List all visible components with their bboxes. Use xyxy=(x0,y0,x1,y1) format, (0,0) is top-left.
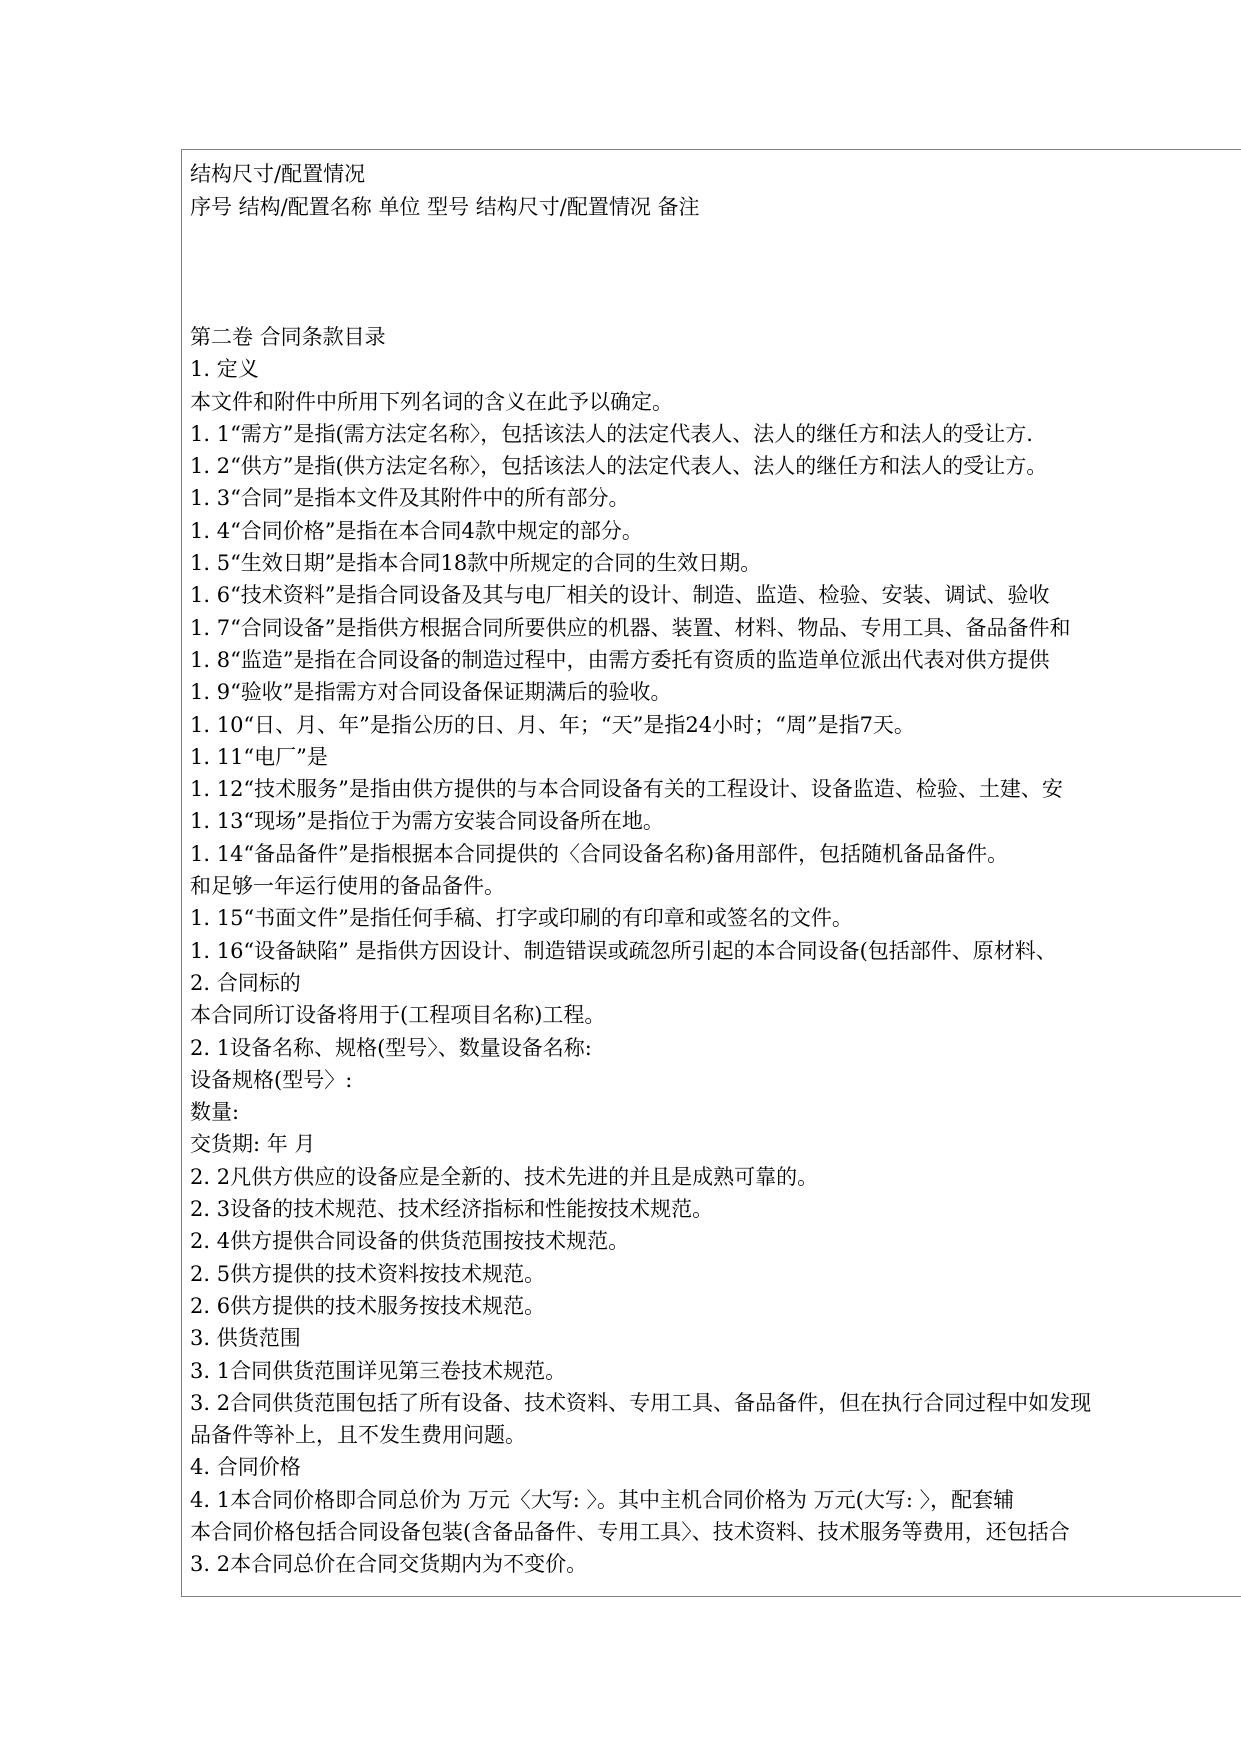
clause-line: 第二卷 合同条款目录 xyxy=(190,325,386,349)
clause-line: 1. 1“需方”是指(需方法定名称〉，包括该法人的法定代表人、法人的继任方和法人的受让方. xyxy=(190,421,1033,446)
clause-line: 1. 13“现场”是指位于为需方安装合同设备所在地。 xyxy=(190,809,664,834)
clause-line: 本合同价格包括合同设备包装(含备品备件、专用工具〉、技术资料、技术服务等费用，还包括合 xyxy=(190,1519,1070,1544)
clause-line: 3. 供货范围 xyxy=(190,1326,301,1351)
clause-line: 和足够一年运行使用的备品备件。 xyxy=(190,874,505,899)
clause-line: 1. 15“书面文件”是指任何手稿、打字或印刷的有印章和或签名的文件。 xyxy=(190,906,853,931)
clause-line: 交货期: 年 月 xyxy=(190,1132,316,1157)
clause-line: 4. 合同价格 xyxy=(190,1455,301,1480)
contract-clauses xyxy=(190,321,1091,1581)
clause-line: 3. 2合同供货范围包括了所有设备、技术资料、专用工具、备品备件，但在执行合同过程中如发现 xyxy=(190,1390,1092,1415)
document-content xyxy=(190,158,1091,1581)
clause-line: 2. 1设备名称、规格(型号〉、数量设备名称: xyxy=(190,1035,592,1060)
clause-line: 品备件等补上，且不发生费用问题。 xyxy=(190,1423,526,1448)
clause-line: 2. 4供方提供合同设备的供货范围按技术规范。 xyxy=(190,1229,630,1254)
clause-line: 2. 5供方提供的技术资料按技术规范。 xyxy=(190,1261,546,1286)
clause-line: 数量: xyxy=(190,1100,240,1125)
clause-line: 1. 10“日、月、年”是指公历的日、月、年；“天”是指24小时；“周”是指7天。 xyxy=(190,712,915,737)
clause-line: 3. 2本合同总价在合同交货期内为不变价。 xyxy=(190,1552,588,1577)
clause-line: 1. 6“技术资料”是指合同设备及其与电厂相关的设计、制造、监造、检验、安装、调试、验收 xyxy=(190,583,1050,608)
table-column-headers: 序号 结构/配置名称 单位 型号 结构尺寸/配置情况 备注 xyxy=(190,194,700,219)
clause-line: 4. 1本合同价格即合同总价为 万元〈大写: 〉。其中主机合同价格为 万元(大写: 〉，配套辅 xyxy=(190,1487,1015,1512)
clause-line: 设备规格(型号〉: xyxy=(190,1067,353,1092)
clause-line: 1. 2“供方”是指(供方法定名称〉，包括该法人的法定代表人、法人的继任方和法人的受让方。 xyxy=(190,454,1048,479)
document-frame xyxy=(181,149,1241,1597)
clause-line: 3. 1合同供货范围详见第三卷技术规范。 xyxy=(190,1358,567,1383)
clause-line: 本文件和附件中所用下列名词的含义在此予以确定。 xyxy=(190,389,673,414)
clause-line: 1. 定义 xyxy=(190,357,259,382)
clause-line: 1. 11“电厂”是 xyxy=(190,744,328,769)
clause-line: 2. 合同标的 xyxy=(190,970,301,995)
clause-line: 1. 16“设备缺陷” 是指供方因设计、制造错误或疏忽所引起的本合同设备(包括部件、原材料、 xyxy=(190,938,1057,963)
clause-line: 2. 3设备的技术规范、技术经济指标和性能按技术规范。 xyxy=(190,1197,714,1222)
clause-line: 1. 8“监造”是指在合同设备的制造过程中，由需方委托有资质的监造单位派出代表对供方提供 xyxy=(190,647,1050,672)
table-title: 结构尺寸/配置情况 xyxy=(190,162,366,186)
clause-line: 1. 5“生效日期”是指本合同18款中所规定的合同的生效日期。 xyxy=(190,551,762,576)
clause-line: 1. 12“技术服务”是指由供方提供的与本合同设备有关的工程设计、设备监造、检验、土建、安 xyxy=(190,777,1063,802)
clause-line: 2. 2凡供方供应的设备应是全新的、技术先进的并且是成熟可靠的。 xyxy=(190,1164,819,1189)
clause-line: 1. 14“备品备件”是指根据本合同提供的〈合同设备名称)备用部件，包括随机备品备件。 xyxy=(190,841,1009,866)
clause-line: 1. 3“合同”是指本文件及其附件中的所有部分。 xyxy=(190,486,630,511)
clause-line: 本合同所订设备将用于(工程项目名称)工程。 xyxy=(190,1003,606,1028)
clause-line: 1. 7“合同设备”是指供方根据合同所要供应的机器、装置、材料、物品、专用工具、备品备件和 xyxy=(190,615,1071,640)
blank-space xyxy=(190,223,1091,321)
clause-line: 1. 9“验收”是指需方对合同设备保证期满后的验收。 xyxy=(190,680,672,705)
clause-line: 2. 6供方提供的技术服务按技术规范。 xyxy=(190,1293,546,1318)
clause-line: 1. 4“合同价格”是指在本合同4款中规定的部分。 xyxy=(190,518,643,543)
